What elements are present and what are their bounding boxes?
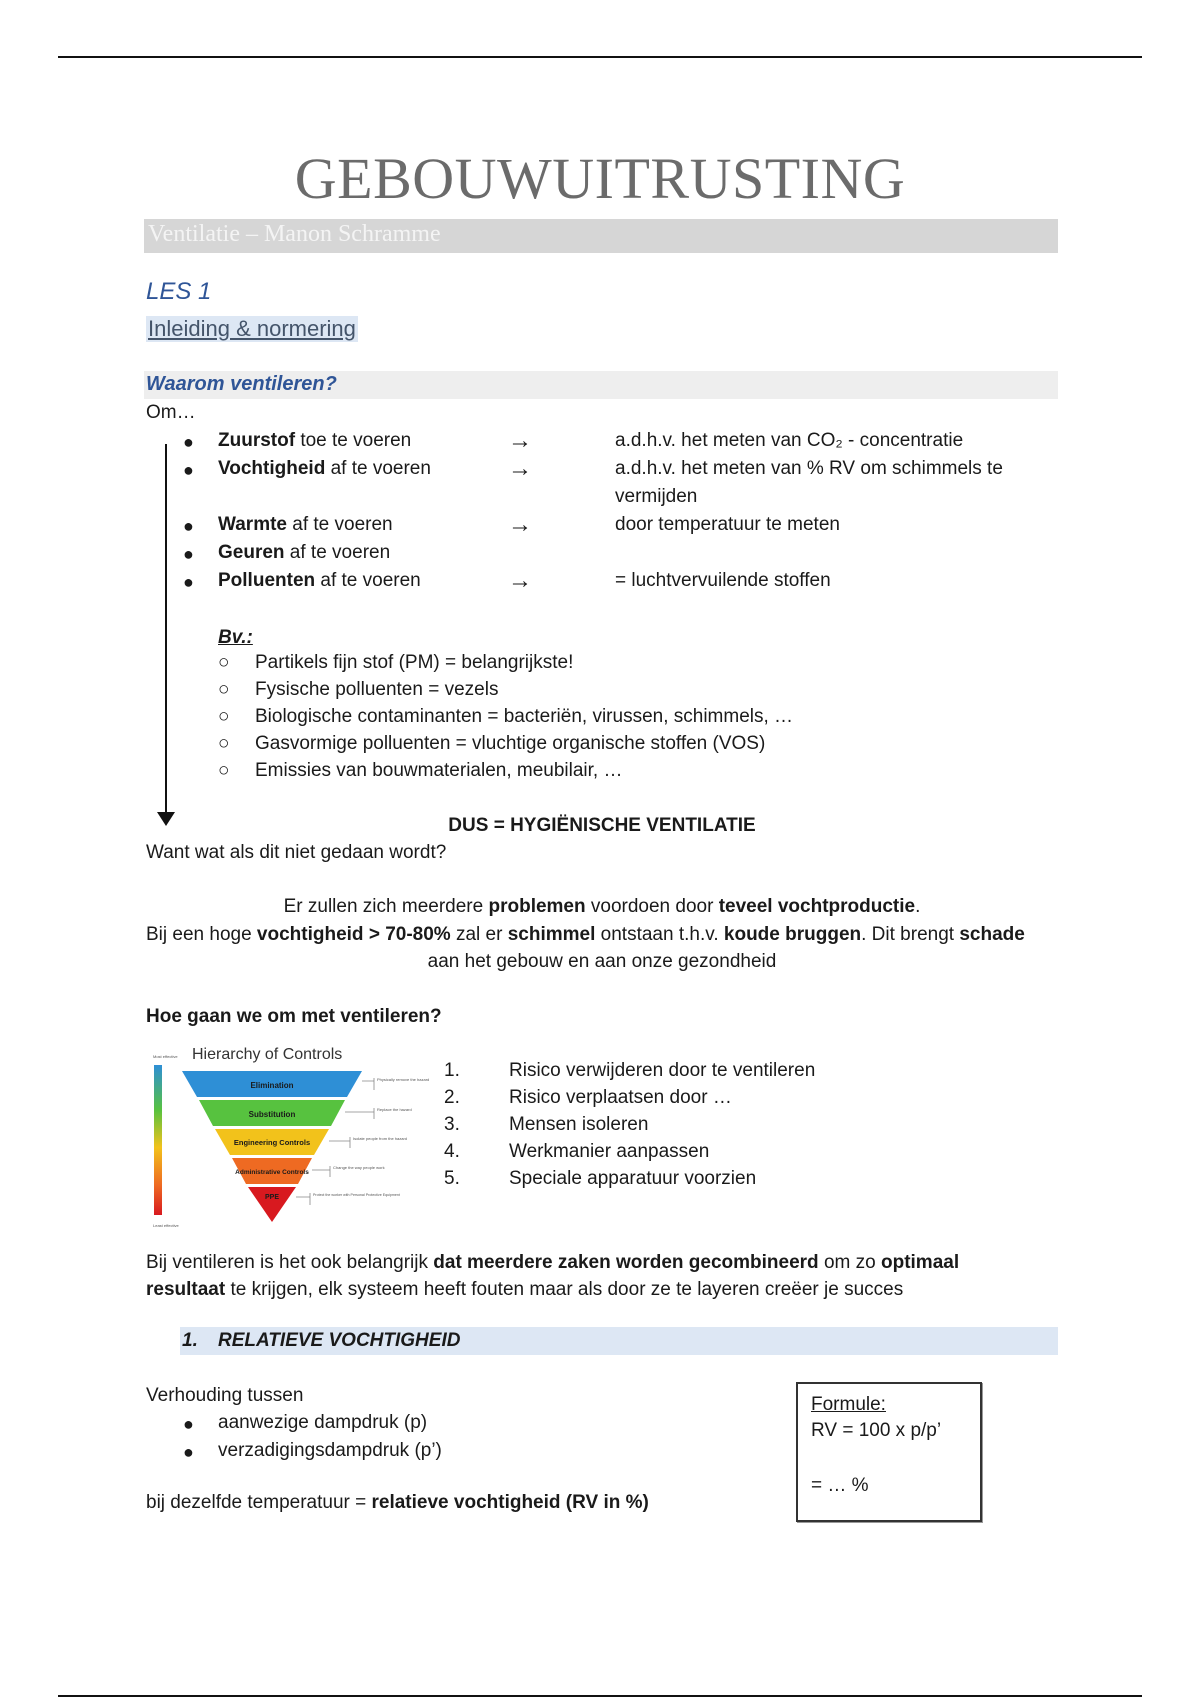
example-item: Fysische polluenten = vezels: [255, 679, 499, 700]
flow-arrow-line: [165, 444, 167, 814]
right-arrow-icon: →: [508, 455, 532, 482]
level-label: PPE: [264, 1194, 280, 1201]
reason-note-continued: vermijden: [615, 486, 698, 507]
step-text: Werkmanier aanpassen: [509, 1141, 710, 1162]
bottom-rule: [58, 1695, 1142, 1697]
problem-question: Want wat als dit niet gedaan wordt?: [146, 842, 447, 863]
top-rule: [58, 56, 1142, 58]
circle-bullet-icon: ○: [218, 652, 230, 673]
reason-note: a.d.h.v. het meten van CO₂ - concentratie: [615, 430, 964, 451]
level-label: Engineering Controls: [233, 1138, 311, 1147]
why-heading: Waarom ventileren?: [146, 373, 337, 395]
formula-box: [796, 1382, 982, 1522]
hierarchy-of-controls-figure: [148, 1045, 438, 1233]
section-definition: bij dezelfde temperatuur = relatieve vochtigheid (RV in %): [146, 1492, 649, 1513]
document-title: GEBOUWUITRUSTING: [294, 146, 906, 211]
subtitle-bar: [144, 219, 1058, 253]
level-note: Replace the hazard: [377, 1107, 412, 1112]
figure-title: Hierarchy of Controls: [192, 1046, 343, 1063]
right-arrow-icon: →: [508, 567, 532, 594]
bullet-icon: ●: [183, 432, 194, 452]
section-title: RELATIEVE VOCHTIGHEID: [218, 1330, 461, 1351]
level-note: Change the way people work: [333, 1165, 385, 1170]
example-item: Partikels fijn stof (PM) = belangrijkste!: [255, 652, 574, 673]
formula-line: RV = 100 x p/p’: [811, 1420, 942, 1441]
bullet-icon: ●: [183, 516, 194, 536]
combo-line-1: Bij ventileren is het ook belangrijk dat meerdere zaken worden gecombineerd om zo optimaal: [146, 1252, 960, 1273]
level-note: Isolate people from the hazard: [353, 1136, 408, 1141]
reason-text: Vochtigheid af te voeren: [218, 458, 431, 479]
example-item: Emissies van bouwmaterialen, meubilair, …: [255, 760, 623, 781]
problem-line-2: Bij een hoge vochtigheid > 70-80% zal er schimmel ontstaan t.h.v. koude bruggen. Dit brengt schade: [146, 924, 1025, 945]
step-text: Mensen isoleren: [509, 1114, 649, 1135]
circle-bullet-icon: ○: [218, 760, 230, 781]
level-note: Physically remove the hazard: [377, 1077, 430, 1082]
step-number: 3.: [444, 1114, 460, 1135]
lesson-label: LES 1: [146, 278, 212, 305]
step-number: 4.: [444, 1141, 460, 1162]
problem-line-3: aan het gebouw en aan onze gezondheid: [427, 951, 777, 972]
axis-bottom-label: Least effective: [153, 1223, 179, 1228]
reason-text: Polluenten af te voeren: [218, 570, 421, 591]
example-item: Biologische contaminanten = bacteriën, virussen, schimmels, …: [255, 706, 794, 727]
step-text: Risico verplaatsen door …: [509, 1087, 732, 1108]
circle-bullet-icon: ○: [218, 679, 230, 700]
circle-bullet-icon: ○: [218, 733, 230, 754]
right-arrow-icon: →: [508, 511, 532, 538]
right-arrow-icon: →: [508, 427, 532, 454]
reason-note: a.d.h.v. het meten van % RV om schimmels te: [615, 458, 1003, 479]
formula-result: = … %: [811, 1475, 869, 1496]
examples-label: Bv.:: [218, 627, 253, 648]
effectiveness-bar: [154, 1065, 162, 1215]
step-number: 1.: [444, 1060, 460, 1081]
formula-label: Formule:: [811, 1394, 886, 1415]
level-ppe: [248, 1187, 296, 1222]
reason-text: Warmte af te voeren: [218, 514, 393, 535]
reason-note: door temperatuur te meten: [615, 514, 840, 535]
reason-note: = luchtvervuilende stoffen: [615, 570, 831, 591]
conclusion: DUS = HYGIËNISCHE VENTILATIE: [448, 815, 756, 836]
bullet-icon: ●: [183, 544, 194, 564]
problem-line-1: Er zullen zich meerdere problemen voordoen door teveel vochtproductie.: [283, 896, 921, 917]
level-label: Administrative Controls: [235, 1169, 309, 1176]
level-note: Protect the worker with Personal Protective Equipment: [313, 1193, 400, 1197]
step-text: Speciale apparatuur voorzien: [509, 1168, 757, 1189]
bullet-icon: ●: [183, 1442, 194, 1462]
section-item: verzadigingsdampdruk (p’): [218, 1440, 442, 1461]
level-label: Substitution: [248, 1110, 296, 1119]
step-text: Risico verwijderen door te ventileren: [509, 1060, 816, 1081]
section-intro: Verhouding tussen: [146, 1385, 304, 1406]
step-number: 5.: [444, 1168, 460, 1189]
section-item: aanwezige dampdruk (p): [218, 1412, 428, 1433]
circle-bullet-icon: ○: [218, 706, 230, 727]
level-label: Elimination: [250, 1081, 294, 1090]
why-heading-bar: [144, 371, 1058, 399]
bullet-icon: ●: [183, 572, 194, 592]
bullet-icon: ●: [183, 1414, 194, 1434]
lesson-topic: Inleiding & normering: [148, 316, 356, 341]
reason-text: Zuurstof toe te voeren: [218, 430, 412, 451]
how-heading: Hoe gaan we om met ventileren?: [146, 1006, 442, 1027]
combo-line-2: resultaat te krijgen, elk systeem heeft fouten maar als door ze te layeren creëer je succes: [146, 1279, 904, 1300]
bullet-icon: ●: [183, 460, 194, 480]
example-item: Gasvormige polluenten = vluchtige organische stoffen (VOS): [255, 733, 766, 754]
reason-text: Geuren af te voeren: [218, 542, 391, 563]
step-number: 2.: [444, 1087, 460, 1108]
subtitle: Ventilatie – Manon Schramme: [148, 221, 441, 247]
axis-top-label: Most effective: [153, 1054, 178, 1059]
why-intro: Om…: [146, 402, 196, 423]
section-1-heading: [180, 1327, 1058, 1355]
section-number: 1.: [182, 1330, 198, 1351]
